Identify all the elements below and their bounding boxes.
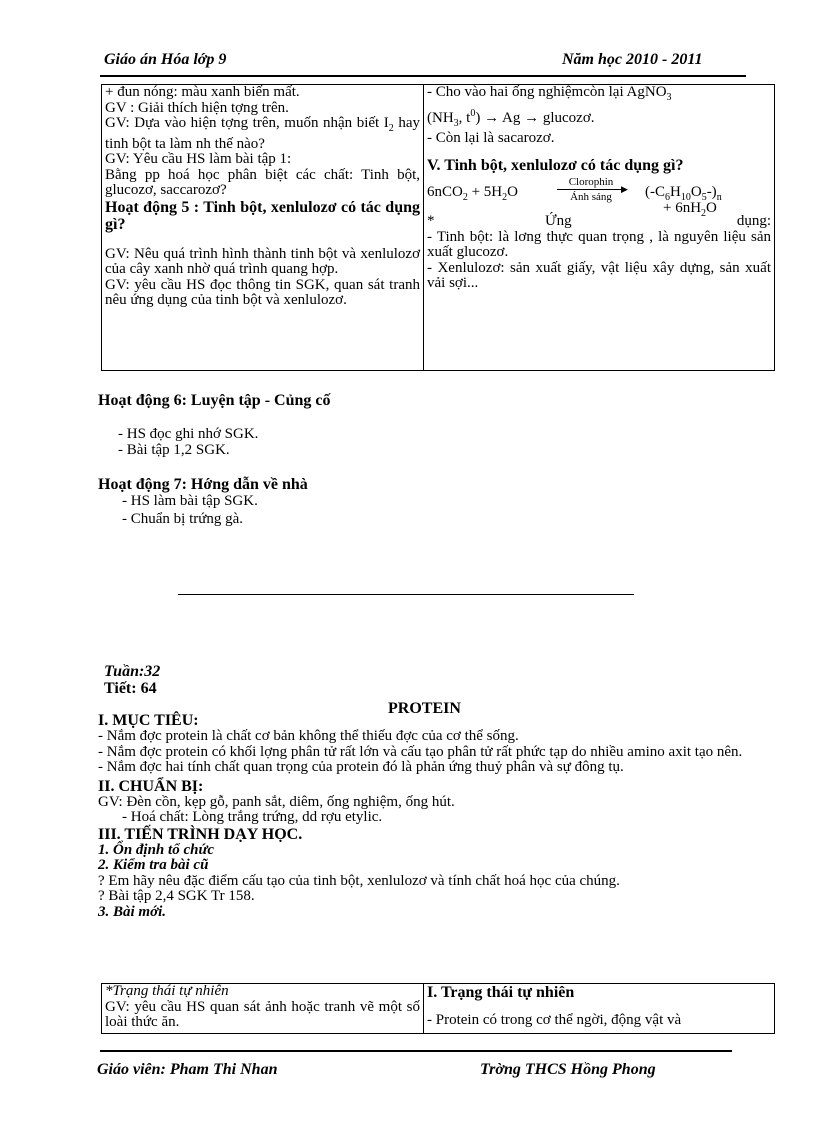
table2-left-title: *Trạng thái tự nhiên (105, 983, 229, 999)
table1-left-line6: GV: Nêu quá trình hình thành tinh bột và xenlulozơ của cây xanh nhờ quá trình quang hợp. (105, 245, 420, 277)
review-question-1: ? Em hãy nêu đặc điểm cấu tạo của tinh bột, xenlulozơ và tính chất hoá học của chúng. (98, 872, 620, 889)
lesson-body (98, 712, 764, 920)
preparation-1: GV: Đèn cồn, kẹp gỗ, panh sắt, diêm, ống nghiệm, ống hút. (98, 793, 455, 810)
header-left: Giáo án Hóa lớp 9 (104, 51, 227, 68)
table1-right-line1: - Cho vào hai ống nghiệmcòn lại AgNO$_3$ ($NH_3$, $t^0) \to Ag$ → glucozơ. (427, 84, 672, 129)
table2-right-cell (424, 984, 775, 1034)
lesson-table-1 (101, 84, 775, 371)
review-question-2: ? Bài tập 2,4 SGK Tr 158. (98, 888, 255, 904)
header-rule (100, 75, 746, 77)
table1-left-cell (102, 85, 424, 371)
table1-left-line1: + đun nóng: màu xanh biến mất. (105, 84, 300, 100)
activity-6-item-2: - Bài tập 1,2 SGK. (118, 442, 230, 458)
section-objectives: I. MỤC TIÊU: (98, 712, 199, 729)
activity-7-title: Hoạt động 7: Hớng dẫn về nhà (98, 476, 308, 493)
lesson-title: PROTEIN (388, 700, 461, 717)
table2-right-text: - Protein có trong cơ thể ngời, động vật và (427, 1012, 682, 1028)
section-v-title: V. Tinh bột, xenlulozơ có tác dụng gì? (427, 156, 684, 174)
application-starch: - Tinh bột: là lơng thực quan trọng , là nguyên liệu sản xuất glucozơ. (427, 228, 771, 260)
header-right: Năm học 2010 - 2011 (562, 51, 703, 68)
step-1: 1. Ổn định tổ chức (98, 841, 215, 858)
table1-left-line4: GV: Yêu cầu HS làm bài tập 1: (105, 151, 292, 167)
lesson-week: Tuần:32 (104, 663, 161, 680)
objective-3: - Nắm đợc hai tính chất quan trọng của protein đó là phản ứng thuỷ phân và sự đông tụ. (98, 759, 624, 775)
table1-left-line7: GV: yêu cầu HS đọc thông tin SGK, quan sát tranh nêu ứng dụng của tinh bột và xenlulozơ. (105, 276, 420, 308)
equation-condition-bottom: Ánh sáng (570, 190, 612, 203)
table1-right-cell (424, 85, 775, 371)
table2-left-cell (102, 984, 424, 1034)
step-3: 3. Bài mới. (98, 903, 167, 920)
preparation-2: - Hoá chất: Lòng trắng trứng, dd rợu etylic. (122, 809, 383, 825)
applications-heading: * Ứng dụng: (427, 212, 771, 229)
activity-5-title: Hoạt động 5 : Tinh bột, xenlulozơ có tác dụng gì? (105, 198, 420, 233)
activity-6-title: Hoạt động 6: Luyện tập - Củng cố (98, 392, 331, 409)
footer-right: Trờng THCS Hồng Phong (480, 1061, 656, 1078)
table2-left-text: GV: yêu cầu HS quan sát ảnh hoặc tranh vẽ một số loài thức ăn. (105, 998, 420, 1030)
section-preparation: II. CHUẨN BỊ: (98, 777, 204, 795)
equation-condition-top: Clorophin (568, 175, 614, 188)
section-divider (178, 594, 634, 595)
table1-left-line2: GV : Giải thích hiện tợng trên. (105, 99, 289, 116)
activity-6-item-1: - HS đọc ghi nhớ SGK. (118, 426, 259, 442)
footer-rule (100, 1050, 732, 1052)
activity-7-item-2: - Chuẩn bị trứng gà. (122, 511, 244, 527)
table2-right-title: I. Trạng thái tự nhiên (427, 984, 575, 1001)
footer-left: Giáo viên: Pham Thi Nhan (97, 1061, 278, 1078)
table1-right-line2: - Còn lại là sacarozơ. (427, 130, 555, 146)
step-2: 2. Kiểm tra bài cũ (98, 857, 209, 873)
table1-left-line3: GV: Dựa vào hiện tợng trên, muốn nhận biết $I_2$ hay tinh bột ta làm nh thế nào? (105, 115, 420, 152)
objective-1: - Nắm đợc protein là chất cơ bản không thể thiếu đợc của cơ thể sống. (98, 728, 519, 744)
section-procedure: III. TIẾN TRÌNH DẠY HỌC. (98, 825, 303, 843)
activity-7-item-1: - HS làm bài tập SGK. (122, 493, 258, 509)
photosynthesis-equation: $6nCO_2 + 5H_2O$ Clorophin ▶ Ánh sáng $(-C_6H_{10}O_5-)_n$ + $6nH_2O$ (427, 175, 722, 219)
lesson-period: Tiết: 64 (104, 680, 157, 697)
objective-2: - Nắm đợc protein có khối lợng phân tử rất lớn và cấu tạo phân tử rất phức tạp do nhiều amino axit tạo nên. (98, 743, 743, 760)
table1-left-line5: Bằng pp hoá học phân biệt các chất: Tinh bột, glucozơ, saccarozơ? (105, 166, 420, 198)
equation-arrow (557, 189, 625, 190)
lesson-table-2 (101, 983, 775, 1034)
application-cellulose: - Xenlulozơ: sản xuất giấy, vật liệu xây dựng, sản xuất vải sợi... (427, 259, 771, 291)
